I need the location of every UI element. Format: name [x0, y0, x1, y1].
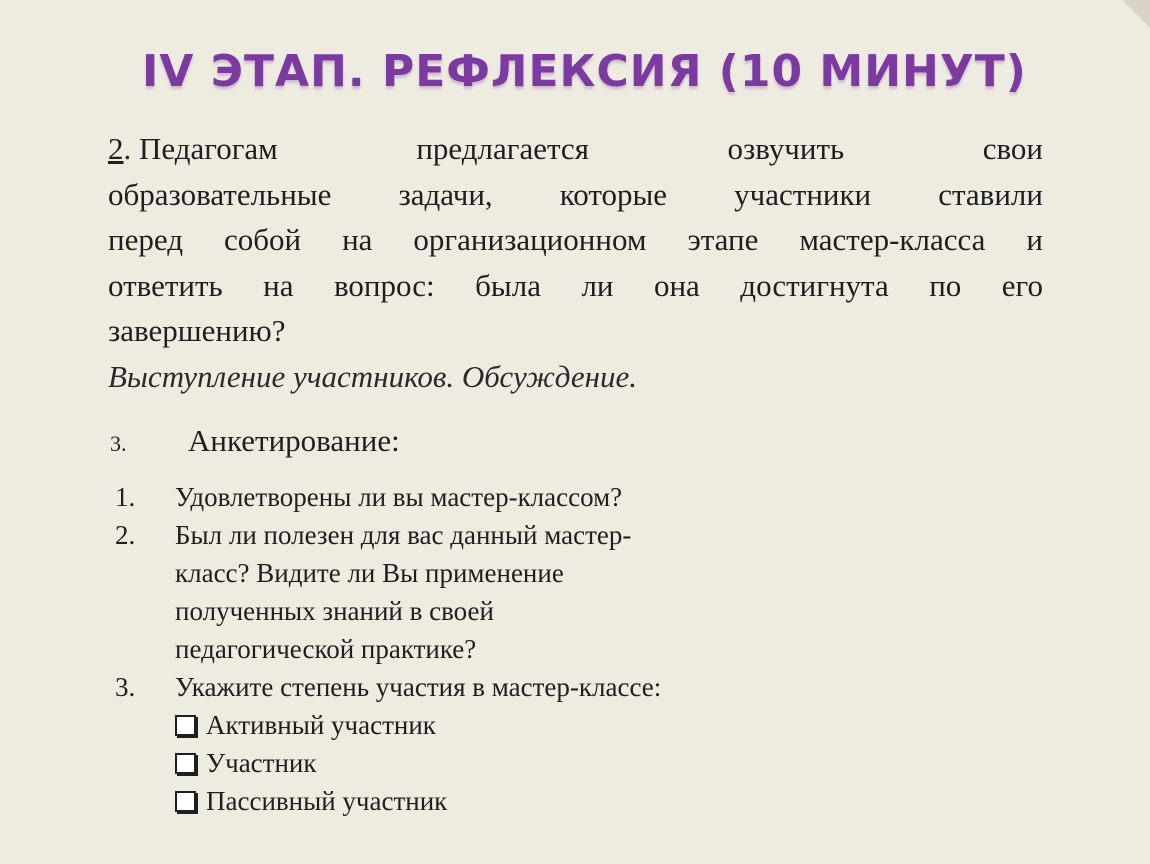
word: которые: [559, 176, 668, 212]
word: и: [1026, 222, 1043, 257]
section-3-heading: [110, 423, 400, 461]
word: ли: [581, 267, 614, 303]
word: организационном: [413, 222, 647, 257]
question-number: 3.: [115, 672, 136, 702]
word: . Педагогам: [123, 131, 278, 166]
survey-list: [115, 478, 661, 820]
word: вопрос:: [333, 267, 435, 303]
word: участники: [734, 176, 872, 212]
discussion-note: Выступление участников. Обсуждение.: [108, 358, 637, 394]
checkbox-icon[interactable]: [175, 753, 196, 774]
paragraph-line-1: [108, 126, 1043, 172]
checkbox-icon[interactable]: [175, 791, 196, 812]
word: достигнута: [740, 267, 889, 303]
option-label: Участник: [206, 748, 317, 778]
main-paragraph: [108, 126, 1043, 399]
word: ставили: [938, 176, 1043, 212]
question-text: Укажите степень участия в мастер-классе:: [175, 672, 662, 702]
paragraph-line-4: [108, 263, 1043, 309]
paragraph-line-2: [108, 172, 1043, 218]
option-label: Пассивный участник: [206, 786, 448, 816]
question-text: Был ли полезен для вас данный мастер-: [175, 520, 632, 550]
word: задачи,: [398, 176, 493, 212]
word: собой: [223, 222, 302, 257]
corner-decoration: [1122, 0, 1150, 28]
question-text: педагогической практике?: [175, 634, 477, 664]
item-number: 2: [108, 131, 124, 166]
word: свои: [982, 131, 1043, 166]
checkbox-icon[interactable]: [175, 715, 196, 736]
option-passive-participant[interactable]: [115, 782, 661, 820]
survey-question: [115, 478, 661, 516]
word: на: [263, 267, 294, 303]
word: на: [342, 222, 373, 257]
question-text: полученных знаний в своей: [175, 596, 494, 626]
word: по: [929, 267, 962, 303]
word: она: [653, 267, 700, 303]
word: образовательные: [108, 176, 332, 212]
section-title: Анкетирование:: [188, 423, 400, 458]
question-text: Удовлетворены ли вы мастер-классом?: [175, 482, 623, 512]
option-participant[interactable]: [115, 744, 661, 782]
word: ответить: [108, 267, 223, 303]
question-number: 1.: [115, 482, 136, 512]
question-number: 2.: [115, 520, 136, 550]
word: мастер-класса: [799, 222, 986, 257]
word: озвучить: [727, 131, 845, 166]
slide-title: IV ЭТАП. РЕФЛЕКСИЯ (10 МИНУТ): [142, 46, 1027, 97]
word: была: [475, 267, 541, 303]
option-label: Активный участник: [206, 710, 436, 740]
paragraph-start: [108, 126, 278, 172]
question-text: класс? Видите ли Вы применение: [175, 558, 564, 588]
word: предлагается: [416, 131, 589, 166]
word: его: [1001, 267, 1043, 303]
word: этапе: [687, 222, 759, 257]
survey-question: [115, 516, 661, 668]
paragraph-line-3: [108, 217, 1043, 263]
section-number: 3.: [110, 431, 127, 456]
survey-question: [115, 668, 661, 706]
word: перед: [108, 222, 183, 257]
paragraph-line-5: завершению?: [108, 313, 286, 348]
option-active-participant[interactable]: [115, 706, 661, 744]
